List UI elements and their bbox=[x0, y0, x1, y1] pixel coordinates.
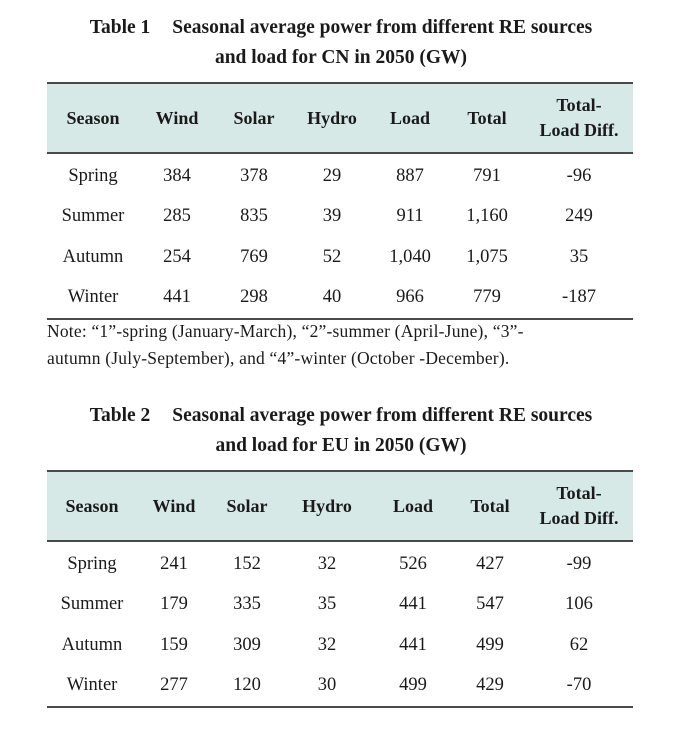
table-row bbox=[47, 666, 633, 708]
table1-header-wind: Wind bbox=[139, 83, 215, 153]
table-cell: 499 bbox=[371, 666, 455, 708]
table2-title-line2: and load for EU in 2050 (GW) bbox=[215, 435, 467, 456]
table2 bbox=[47, 470, 633, 708]
table-cell: -99 bbox=[566, 553, 592, 574]
table2-header-hydro: Hydro bbox=[283, 471, 371, 541]
table-cell: Winter bbox=[47, 278, 139, 320]
table-cell: 791 bbox=[473, 165, 501, 186]
table2-header-wind: Wind bbox=[137, 471, 211, 541]
table-cell: 159 bbox=[160, 634, 188, 655]
table-cell: 441 bbox=[399, 634, 427, 655]
table-cell: 30 bbox=[283, 666, 371, 708]
table-cell: Summer bbox=[61, 206, 125, 227]
table-cell: 335 bbox=[233, 594, 261, 615]
table-cell: -96 bbox=[566, 165, 592, 186]
table-row bbox=[47, 197, 633, 238]
table-cell: 887 bbox=[396, 165, 424, 186]
table1-header-diff bbox=[525, 83, 633, 153]
table-row bbox=[47, 585, 633, 626]
table-row bbox=[47, 278, 633, 320]
table-cell: 277 bbox=[137, 666, 211, 708]
table1-header-solar: Solar bbox=[215, 83, 293, 153]
table1-note-line2: autumn (July-September), and “4”-winter (October -December). bbox=[47, 348, 510, 368]
table-cell: -187 bbox=[525, 278, 633, 320]
table-cell: 32 bbox=[317, 553, 337, 574]
table1-title-line2: and load for CN in 2050 (GW) bbox=[214, 47, 468, 68]
table1-label: Table 1 bbox=[89, 17, 151, 38]
table-cell: 1,160 bbox=[466, 206, 508, 227]
table-row bbox=[47, 153, 633, 197]
table-cell: Autumn bbox=[61, 634, 123, 655]
table1-header-total: Total bbox=[449, 83, 525, 153]
table-cell: 40 bbox=[293, 278, 371, 320]
table2-header-solar: Solar bbox=[211, 471, 283, 541]
table-cell: 179 bbox=[160, 594, 188, 615]
table1-header-hydro: Hydro bbox=[293, 83, 371, 153]
table1-header-load: Load bbox=[371, 83, 449, 153]
table-row bbox=[47, 625, 633, 666]
table-cell: 911 bbox=[396, 206, 424, 227]
table-cell: 35 bbox=[569, 246, 589, 267]
table-cell: Summer bbox=[60, 594, 124, 615]
table1-header-diff-line1: Total- bbox=[556, 95, 602, 115]
table2-header-diff-line1: Total- bbox=[556, 483, 602, 503]
table-cell: 441 bbox=[139, 278, 215, 320]
table-cell: 32 bbox=[317, 634, 337, 655]
table2-header-season: Season bbox=[47, 471, 137, 541]
table2-header-diff bbox=[525, 471, 633, 541]
table2-caption-line1 bbox=[46, 401, 636, 431]
table1-header-season: Season bbox=[47, 83, 139, 153]
table1-caption bbox=[46, 13, 636, 73]
table-cell: 120 bbox=[211, 666, 283, 708]
table-cell: 526 bbox=[399, 553, 427, 574]
table1-caption-line1 bbox=[46, 13, 636, 43]
table-cell: 1,075 bbox=[466, 246, 508, 267]
table-cell: 779 bbox=[449, 278, 525, 320]
table-cell: 499 bbox=[476, 634, 504, 655]
table-cell: 429 bbox=[455, 666, 525, 708]
table1-title-line1: Seasonal average power from different RE sources bbox=[172, 17, 593, 38]
table-cell: 441 bbox=[399, 594, 427, 615]
table-cell: 298 bbox=[215, 278, 293, 320]
table-cell: 35 bbox=[317, 594, 337, 615]
table-cell: 254 bbox=[163, 246, 191, 267]
table1-note-line1: Note: “1”-spring (January-March), “2”-summer (April-June), “3”- bbox=[47, 321, 524, 341]
table1 bbox=[47, 82, 633, 320]
table2-header-diff-line2: Load Diff. bbox=[539, 508, 619, 528]
table-cell: 835 bbox=[240, 206, 268, 227]
table-cell: Spring bbox=[67, 553, 117, 574]
table-cell: Spring bbox=[68, 165, 118, 186]
table-cell: 769 bbox=[240, 246, 268, 267]
table2-caption bbox=[46, 401, 636, 461]
table-cell: 309 bbox=[233, 634, 261, 655]
table2-header-load: Load bbox=[371, 471, 455, 541]
table1-note bbox=[47, 318, 637, 372]
table-cell: 29 bbox=[322, 165, 342, 186]
table-cell: 427 bbox=[476, 553, 504, 574]
table-cell: 547 bbox=[476, 594, 504, 615]
table-cell: -70 bbox=[525, 666, 633, 708]
table-cell: 249 bbox=[565, 206, 593, 227]
table-cell: 378 bbox=[240, 165, 268, 186]
table1-header-row bbox=[47, 83, 633, 153]
table-cell: 241 bbox=[160, 553, 188, 574]
table2-header-row bbox=[47, 471, 633, 541]
table2-header-total: Total bbox=[455, 471, 525, 541]
table-cell: 52 bbox=[322, 246, 342, 267]
table-cell: 39 bbox=[322, 206, 342, 227]
table-cell: 285 bbox=[163, 206, 191, 227]
table-cell: 1,040 bbox=[389, 246, 431, 267]
table-row bbox=[47, 541, 633, 585]
table-cell: Winter bbox=[47, 666, 137, 708]
table-cell: 62 bbox=[569, 634, 589, 655]
table-cell: 106 bbox=[565, 594, 593, 615]
table-cell: 152 bbox=[233, 553, 261, 574]
table-row bbox=[47, 237, 633, 278]
table-cell: 384 bbox=[163, 165, 191, 186]
table2-title-line1: Seasonal average power from different RE sources bbox=[172, 405, 593, 426]
table1-header-diff-line2: Load Diff. bbox=[539, 120, 619, 140]
table-cell: Autumn bbox=[62, 246, 124, 267]
table2-label: Table 2 bbox=[89, 405, 151, 426]
table-cell: 966 bbox=[371, 278, 449, 320]
